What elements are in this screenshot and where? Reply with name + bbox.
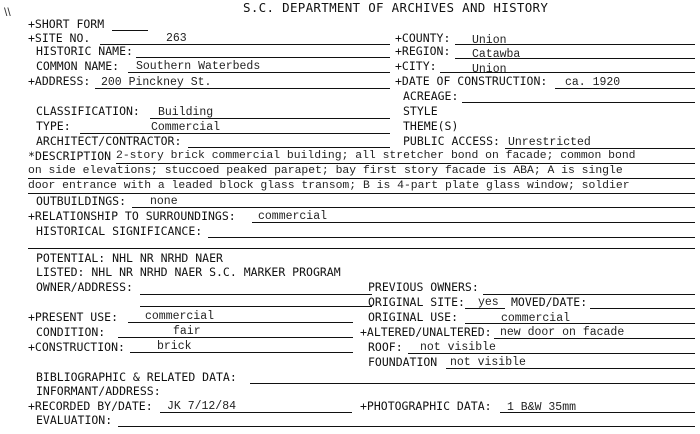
potential-label: POTENTIAL: NHL NR NRHD NAER [36, 251, 223, 265]
description-rule-2 [28, 178, 695, 179]
photographic-label: +PHOTOGRAPHIC DATA: [360, 399, 492, 413]
roof-line [408, 353, 695, 354]
altered-value: new door on facade [500, 326, 625, 339]
description-line-1: 2-story brick commercial building; all stretcher bond on facade; common bond [116, 150, 636, 162]
common-name-value: Southern Waterbeds [136, 60, 261, 73]
recorded-by-line [160, 412, 352, 413]
date-of-construction-label: +DATE OF CONSTRUCTION: [395, 74, 548, 88]
historical-significance-line-2 [28, 248, 695, 249]
description-line-2: on side elevations; stuccoed peaked parapet; bay first story facade is ABA; A is single [28, 165, 623, 177]
style-label: STYLE [403, 104, 438, 118]
recorded-by-label: +RECORDED BY/DATE: [28, 399, 153, 413]
roof-value: not visible [420, 341, 496, 354]
previous-owners-label: PREVIOUS OWNERS: [368, 280, 479, 294]
moved-date-line [590, 308, 695, 309]
county-label: +COUNTY: [395, 31, 451, 45]
description-rule-3 [28, 193, 695, 194]
evaluation-line [118, 426, 695, 427]
evaluation-label: EVALUATION: [36, 413, 113, 427]
margin-mark: \\ [4, 5, 11, 19]
outbuildings-value: none [150, 195, 178, 208]
altered-line [494, 338, 695, 339]
site-no-line [100, 44, 390, 45]
original-use-label: ORIGINAL USE: [368, 310, 459, 324]
classification-value: Building [158, 106, 214, 119]
condition-value: fair [173, 325, 201, 338]
common-name-label: COMMON NAME: [36, 59, 120, 73]
original-site-value: yes [478, 296, 499, 309]
description-label: *DESCRIPTION [28, 149, 112, 163]
present-use-line [128, 322, 353, 323]
roof-label: ROOF: [368, 340, 403, 354]
page-title: S.C. DEPARTMENT OF ARCHIVES AND HISTORY [243, 0, 549, 15]
date-of-construction-line [555, 88, 695, 89]
region-line [455, 58, 695, 59]
owner-address-label: OWNER/ADDRESS: [36, 280, 133, 294]
relationship-label: +RELATIONSHIP TO SURROUNDINGS: [28, 209, 236, 223]
foundation-value: not visible [450, 356, 526, 369]
owner-address-line [140, 294, 372, 295]
outbuildings-line [132, 207, 695, 208]
moved-date-label: MOVED/DATE: [511, 295, 588, 309]
acreage-label: ACREAGE: [403, 89, 459, 103]
address-label: +ADDRESS: [28, 74, 91, 88]
recorded-by-value: JK 7/12/84 [167, 400, 237, 413]
site-no-value: 263 [166, 32, 187, 45]
address-line [95, 88, 390, 89]
bibliographic-line [250, 383, 695, 384]
original-site-label: ORIGINAL SITE: [368, 295, 465, 309]
listed-label: LISTED: NHL NR NRHD NAER S.C. MARKER PROGRAM [36, 265, 341, 279]
relationship-line [252, 222, 695, 223]
county-value: Union [472, 34, 507, 47]
condition-label: CONDITION: [36, 325, 106, 339]
public-access-value: Unrestricted [508, 136, 591, 149]
description-label-text: DESCRIPTION [34, 149, 112, 163]
foundation-label: FOUNDATION [368, 355, 438, 369]
acreage-line [462, 102, 695, 103]
bibliographic-label: BIBLIOGRAPHIC & RELATED DATA: [36, 370, 237, 384]
city-value: Union [472, 63, 507, 76]
architect-line [188, 147, 390, 148]
construction-value: brick [157, 340, 192, 353]
classification-line [150, 118, 390, 119]
short-form-label: +SHORT FORM [28, 17, 105, 31]
present-use-label: +PRESENT USE: [28, 310, 119, 324]
description-rule-1 [116, 163, 695, 164]
original-site-line [465, 308, 505, 309]
themes-label: THEME(S) [403, 119, 459, 133]
description-line-3: door entrance with a leaded block glass transom; B is 4-part plate glass window; soldier [28, 180, 630, 192]
outbuildings-label: OUTBUILDINGS: [36, 194, 127, 208]
photographic-value: 1 B&W 35mm [507, 401, 577, 414]
photographic-line [500, 412, 695, 413]
altered-label: +ALTERED/UNALTERED: [360, 325, 492, 339]
historic-name-label: HISTORIC NAME: [36, 44, 133, 58]
relationship-value: commercial [258, 210, 328, 223]
construction-line [130, 352, 353, 353]
county-line [455, 44, 695, 45]
condition-line [118, 337, 353, 338]
type-label: TYPE: [36, 119, 71, 133]
historical-significance-line [208, 237, 695, 238]
construction-label: +CONSTRUCTION: [28, 340, 125, 354]
city-line [440, 72, 695, 73]
site-no-label: +SITE NO. [28, 31, 91, 45]
classification-label: CLASSIFICATION: [36, 104, 140, 118]
foundation-line [446, 368, 695, 369]
historical-significance-label: HISTORICAL SIGNIFICANCE: [36, 224, 203, 238]
architect-label: ARCHITECT/CONTRACTOR: [36, 134, 182, 148]
city-label: +CITY: [395, 59, 437, 73]
region-label: +REGION: [395, 44, 451, 58]
public-access-line [505, 148, 695, 149]
historic-name-line [136, 57, 390, 58]
original-use-line [465, 323, 695, 324]
date-of-construction-value: ca. 1920 [565, 76, 621, 89]
region-value: Catawba [472, 48, 521, 61]
informant-label: INFORMANT/ADDRESS: [36, 384, 161, 398]
type-value: Commercial [151, 121, 221, 134]
common-name-line [128, 72, 390, 73]
original-use-value: commercial [501, 312, 571, 325]
address-value: 200 Pinckney St. [101, 76, 212, 89]
short-form-line [112, 30, 148, 31]
owner-address-line-2 [140, 306, 372, 307]
public-access-label: PUBLIC ACCESS: [403, 134, 500, 148]
present-use-value: commercial [145, 310, 215, 323]
